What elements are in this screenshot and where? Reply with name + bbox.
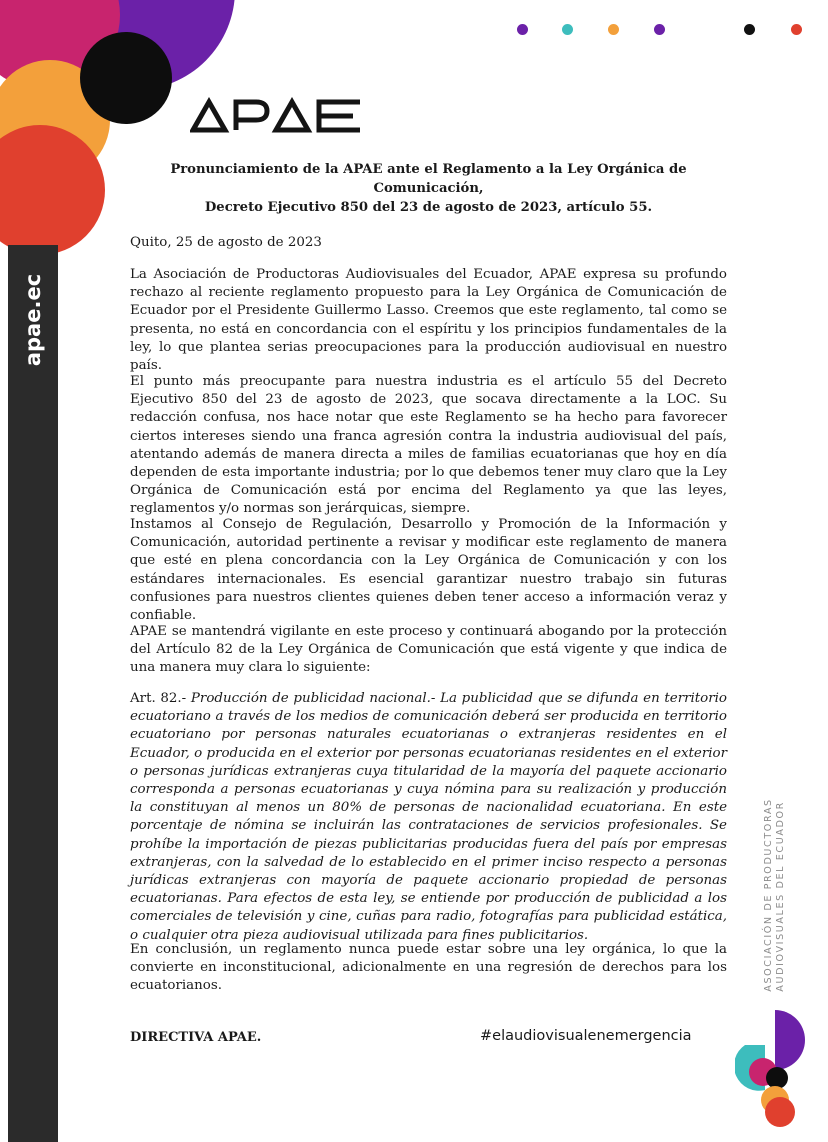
dot-1 [517,24,528,35]
dot-4 [654,24,665,35]
vertical-organization-name [763,798,787,991]
signature: DIRECTIVA APAE. [130,1030,262,1045]
vertical-line-1: ASOCIACIÓN DE PRODUCTORAS [763,798,774,992]
vertical-line-2: AUDIOVISUALES DEL ECUADOR [775,801,786,992]
document-header [130,160,727,217]
article-text: Producción de publicidad nacional.- La publicidad que se difunda en territorio ecuatoriano a través de los medios de comunicación deberá ser producida en territorio ecuatoriano por personas naturales ecuatorianas o extranjeras residentes en el Ecuador, o producida en el exterior por personas ecuatorianas residentes en el exterior o personas jurídicas extranjeras cuya titularidad de la mayoría del paquete accionario corresponda a personas ecuatorianas y cuya nómina para su realización y producción la constituyan al menos un 80% de personas de nacionalidad ecuatoriana. En este porcentaje de nómina se incluirán las contrataciones de servicios profesionales. Se prohíbe la importación de piezas publicitarias producidas fuera del país por empresas extranjeras, con la salvedad de lo establecido en el primer inciso respecto a personas jurídicas extranjeras con mayoría de paquete accionario propiedad de personas ecuatorianas. Para efectos de esta ley, se entiende por producción de publicidad a los comerciales de televisión y cine, cuñas para radio, fotografías para publicidad estática, o cualquier otra pieza audiovisual utilizada para fines publicitarios. [130,691,727,943]
article-label: Art. 82.- [130,691,187,706]
document-title-line2: Decreto Ejecutivo 850 del 23 de agosto de 2023, artículo 55. [204,200,653,215]
document-title-line1: Pronunciamiento de la APAE ante el Reglamento a la Ley Orgánica de Comunicación, [170,162,687,196]
header-dots [517,24,817,38]
dot-6 [791,24,802,35]
article-82-quote [130,690,727,945]
sidebar-bar [8,245,58,1142]
paragraph-2: El punto más preocupante para nuestra industria es el artículo 55 del Decreto Ejecutivo 850 del 23 de agosto de 2023, que socava directamente a la LOC. Su redacción confusa, nos hace notar que este Reglamento se ha hecho para favorecer ciertos intereses siendo una franca agresión contra la industria audiovisual del país, atentando además de manera directa a miles de familias ecuatorianas que hoy en día dependen de esta importante industria; por lo que debemos tener muy claro que la Ley Orgánica de Comunicación está por encima del Reglamento ya que las leyes, reglamentos y/o normas son jerárquicas, siempre. [130,374,727,517]
paragraph-3: Instamos al Consejo de Regulación, Desarrollo y Promoción de la Información y Comunicación, autoridad pertinente a revisar y modificar este reglamento de manera que esté en plena concordancia con la Ley Orgánica de Comunicación y con los estándares internacionales. Es esencial garantizar nuestro trabajo sin futuras confusiones para nuestros clientes quienes deben tener acceso a información veraz y confiable. [130,517,727,624]
sidebar-website-text: apae.ec [21,273,45,367]
hashtag: #elaudiovisualenemergencia [480,1028,692,1044]
decor-circle-black [80,32,172,124]
apae-logo [190,97,365,133]
paragraph-conclusion: En conclusión, un reglamento nunca puede estar sobre una ley orgánica, lo que la convierte en inconstitucional, adicionalmente en una regresión de derechos para los ecuatorianos. [130,942,727,994]
paragraph-1: La Asociación de Productoras Audiovisuales del Ecuador, APAE expresa su profundo rechazo al reciente reglamento propuesto para la Ley Orgánica de Comunicación de Ecuador por el Presidente Guillermo Lasso. Creemos que este reglamento, tal como se presenta, no está en concordancia con el espíritu y los principios fundamentales de la ley, lo que plantea serias preocupaciones para la producción audiovisual en nuestro país. [130,267,727,374]
dot-5 [744,24,755,35]
paragraph-4: APAE se mantendrá vigilante en este proceso y continuará abogando por la protección del Artículo 82 de la Ley Orgánica de Comunicación que está vigente y que indica de una manera muy clara lo siguiente: [130,624,727,676]
dot-3 [608,24,619,35]
dot-2 [562,24,573,35]
apae-emblem [735,1000,825,1140]
document-date: Quito, 25 de agosto de 2023 [130,235,322,250]
